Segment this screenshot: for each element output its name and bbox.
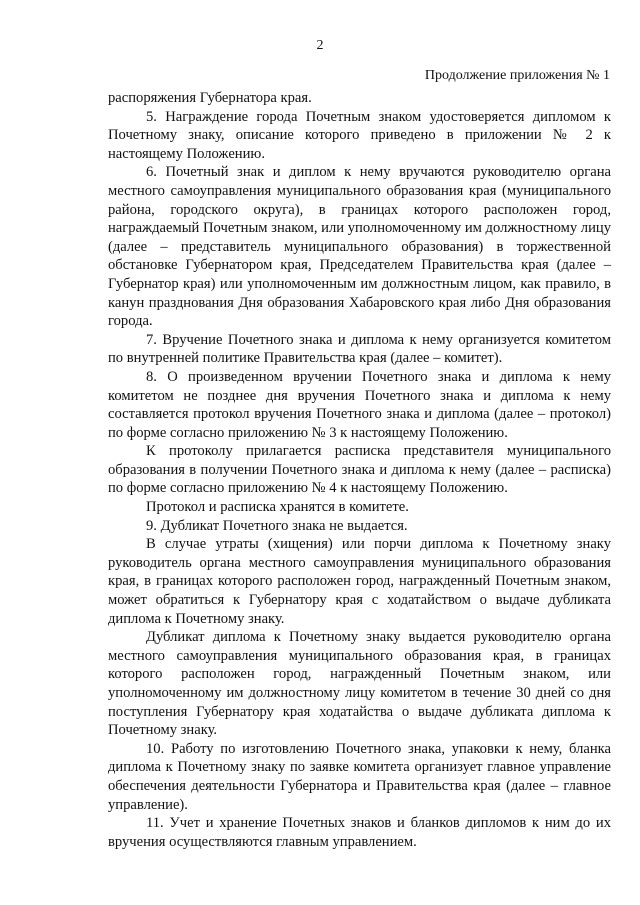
paragraph-11: 11. Учет и хранение Почетных знаков и бланков дипломов к ним до их вручения осуществляются главным управлением. bbox=[108, 815, 611, 850]
paragraph-8-receipt: К протоколу прилагается расписка представителя муниципального образования в получении Почетного знака и диплома к нему (далее – расписка) по форме согласно приложению № 4 к настоящему Положению. bbox=[108, 443, 611, 497]
paragraph-6: 6. Почетный знак и диплом к нему вручаются руководителю органа местного самоуправления муниципального образования края (муниципального района, городского округа), в границах которого расположен город, награждаемый Почетным знаком, или уполномоченному им должностному лицу (далее – представитель муниципального образования) в торжественной обстановке Губернатором края, Председателем Правительства края (далее – Губернатор края) или уполномоченным им должностным лицом, как правило, в канун празднования Дня образования Хабаровского края либо Дня образования города. bbox=[108, 164, 611, 330]
document-body bbox=[108, 89, 611, 851]
paragraph-7: 7. Вручение Почетного знака и диплома к нему организуется комитетом по внутренней политике Правительства края (далее – комитет). bbox=[108, 331, 611, 367]
paragraph-8-storage: Протокол и расписка хранятся в комитете. bbox=[146, 499, 409, 516]
paragraph-9-duplicate: Дубликат диплома к Почетному знаку выдается руководителю органа местного самоуправления муниципального образования края, в границах которого расположен город, награжденный Почетным знаком, или уполномоченному им должностному лицу комитетом в течение 30 дней со дня поступления Губернатору края ходатайства о выдаче дубликата диплома к Почетному знаку. bbox=[108, 629, 611, 739]
paragraph-continued: распоряжения Губернатора края. bbox=[108, 90, 312, 106]
paragraph-8: 8. О произведенном вручении Почетного знака и диплома к нему комитетом не позднее дня вручения Почетного знака и диплома к нему составляется протокол вручения Почетного знака и диплома (далее – протокол) по форме согласно приложению № 3 к настоящему Положению. bbox=[108, 368, 611, 441]
continuation-label: Продолжение приложения № 1 bbox=[424, 68, 610, 83]
paragraph-10: 10. Работу по изготовлению Почетного знака, упаковки к нему, бланка диплома к Почетному знаку по заявке комитета организует главное управление обеспечения деятельности Губернатора и Правительства края (далее – главное управление). bbox=[108, 740, 611, 813]
paragraph-9-loss: В случае утраты (хищения) или порчи диплома к Почетному знаку руководитель органа местного самоуправления муниципального образования края, в границах которого расположен город, награжденный Почетным знаком, может обратиться к Губернатору края с ходатайством о выдаче дубликата диплома к Почетному знаку. bbox=[108, 536, 611, 627]
paragraph-9: 9. Дубликат Почетного знака не выдается. bbox=[146, 517, 408, 534]
page-number: 2 bbox=[316, 38, 324, 53]
paragraph-5: 5. Награждение города Почетным знаком удостоверяется дипломом к Почетному знаку, описание которого приведено в приложении № 2 к настоящему Положению. bbox=[108, 108, 611, 162]
